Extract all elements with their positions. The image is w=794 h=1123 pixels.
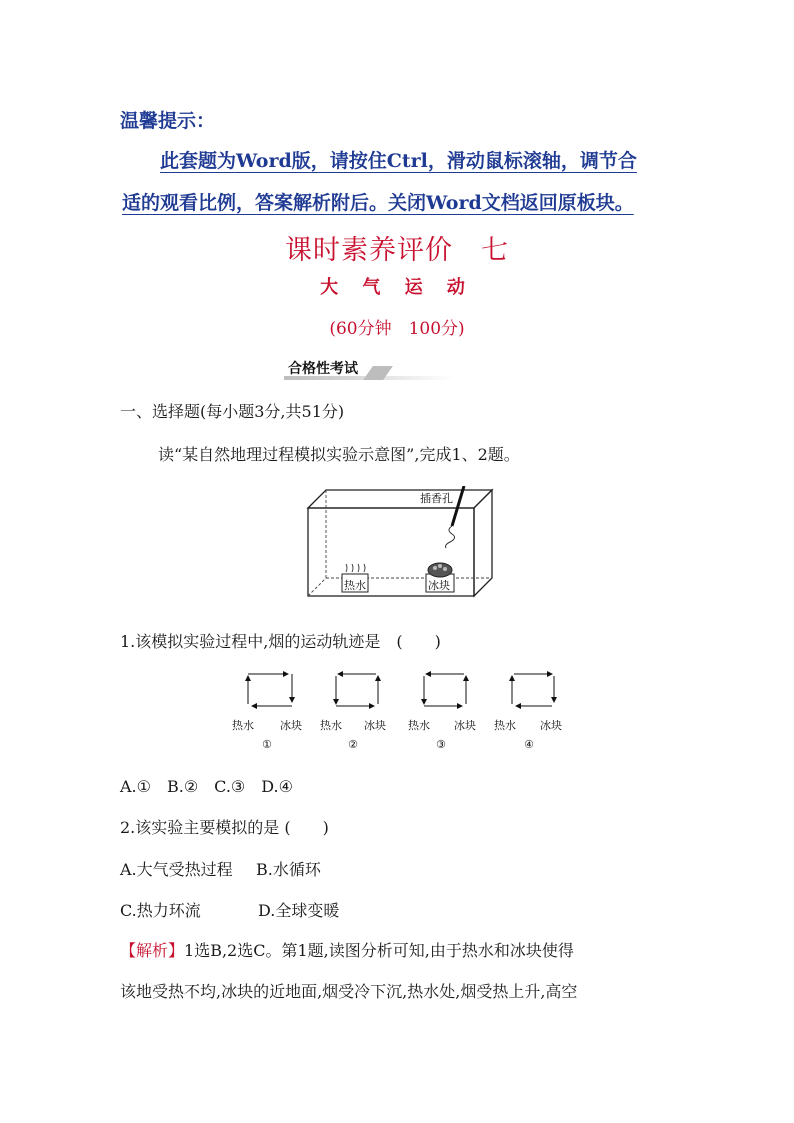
part1-heading: 一、选择题(每小题3分,共51分) — [120, 402, 345, 421]
diagram-4 — [494, 674, 562, 751]
q2-option-a: A.大气受热过程 — [120, 860, 233, 879]
part1-intro: 读“某自然地理过程模拟实验示意图”,完成1、2题。 — [158, 445, 520, 464]
tip-line-1: 此套题为Word版，请按住Ctrl，滑动鼠标滚轴，调节合 — [160, 150, 637, 172]
experiment-figure — [304, 486, 496, 598]
d3-number: ③ — [436, 738, 446, 751]
page-subtitle: 大 气 运 动 — [320, 277, 474, 298]
d2-left: 热水 — [320, 719, 342, 732]
d3-left: 热水 — [408, 719, 430, 732]
circulation-diagrams — [228, 668, 574, 754]
q2-option-c: C.热力环流 — [120, 901, 201, 920]
d1-right: 冰块 — [280, 719, 302, 732]
tip-line-2: 适的观看比例，答案解析附后。关闭Word文档返回原板块。 — [122, 192, 634, 214]
d1-number: ① — [262, 738, 272, 751]
q1-stem: 1.该模拟实验过程中,烟的运动轨迹是 ( ) — [120, 632, 441, 651]
section-tag-label: 合格性考试 — [288, 361, 358, 377]
q2-stem: 2.该实验主要模拟的是 ( ) — [120, 818, 329, 837]
d3-right: 冰块 — [454, 719, 476, 732]
q2-option-b: B.水循环 — [256, 860, 321, 879]
d2-number: ② — [348, 738, 358, 751]
d1-left: 热水 — [232, 719, 254, 732]
d4-left: 热水 — [494, 719, 516, 732]
time-score: (60分钟 100分) — [329, 319, 465, 339]
diagram-2 — [320, 674, 386, 751]
diagram-1 — [232, 674, 302, 751]
label-ice: 冰块 — [428, 579, 450, 592]
d4-right: 冰块 — [540, 719, 562, 732]
section-tag — [284, 358, 464, 380]
analysis-line-1 — [120, 938, 574, 961]
diagram-3 — [408, 674, 476, 751]
analysis-label: 【解析】 — [120, 941, 185, 960]
analysis-text-1: 1选B,2选C。第1题,读图分析可知,由于热水和冰块使得 — [184, 941, 574, 960]
page-title: 课时素养评价 七 — [285, 235, 509, 266]
q1-options: A.① B.② C.③ D.④ — [120, 777, 293, 796]
d4-number: ④ — [524, 738, 534, 751]
analysis-line-2: 该地受热不均,冰块的近地面,烟受冷下沉,热水处,烟受热上升,高空 — [120, 982, 578, 1001]
label-incense-hole: 插香孔 — [420, 492, 453, 505]
tip-title: 温馨提示： — [120, 110, 216, 132]
d2-right: 冰块 — [364, 719, 386, 732]
q2-option-d: D.全球变暖 — [258, 901, 340, 920]
label-hot-water: 热水 — [344, 579, 366, 592]
